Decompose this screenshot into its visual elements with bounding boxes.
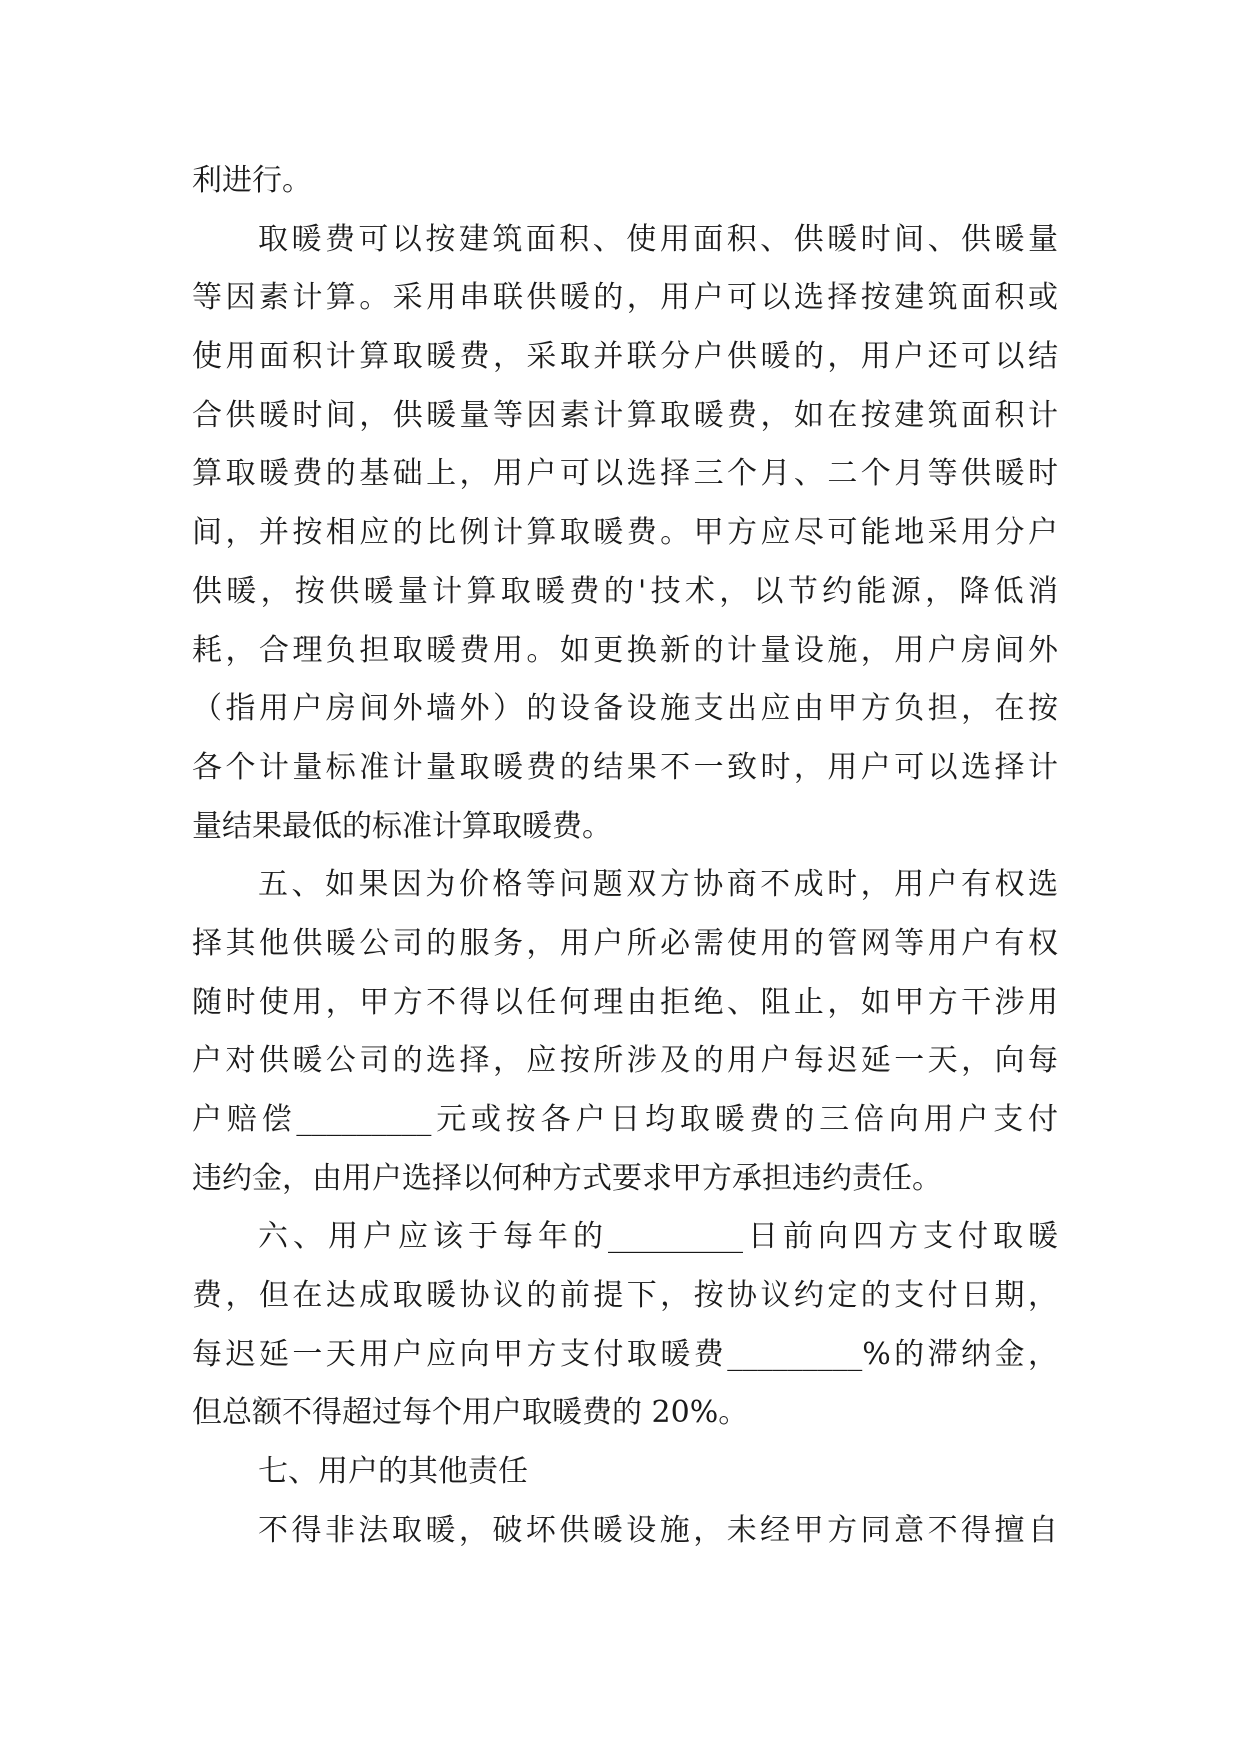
text-line: 择其他供暖公司的服务，用户所必需使用的管网等用户有权	[192, 925, 1058, 961]
text-line: 违约金，由用户选择以何种方式要求甲方承担违约责任。	[192, 1160, 942, 1196]
document-body	[192, 152, 1058, 1561]
text-line: （指用户房间外墙外）的设备设施支出应由甲方负担，在按	[192, 691, 1058, 727]
text-line: 等因素计算。采用串联供暖的，用户可以选择按建筑面积或	[192, 280, 1058, 316]
text-line: 但总额不得超过每个用户取暖费的 20%。	[192, 1395, 749, 1431]
text-line: 七、用户的其他责任	[258, 1454, 528, 1490]
text-line: 五、如果因为价格等问题双方协商不成时，用户有权选	[258, 867, 1058, 903]
text-line: 每迟延一天用户应向甲方支付取暖费_________%的滞纳金，	[192, 1336, 1058, 1372]
text-line: 使用面积计算取暖费，采取并联分户供暖的，用户还可以结	[192, 339, 1058, 375]
text-line: 利进行。	[192, 163, 312, 198]
text-line: 量结果最低的标准计算取暖费。	[192, 808, 612, 844]
text-line: 户对供暖公司的选择，应按所涉及的用户每迟延一天，向每	[192, 1043, 1058, 1079]
text-line: 取暖费可以按建筑面积、使用面积、供暖时间、供暖量	[258, 221, 1058, 257]
text-line: 供暖，按供暖量计算取暖费的'技术，以节约能源，降低消	[192, 573, 1058, 609]
text-line: 算取暖费的基础上，用户可以选择三个月、二个月等供暖时	[192, 456, 1058, 492]
text-line: 户赔偿_________元或按各户日均取暖费的三倍向用户支付	[192, 1102, 1058, 1137]
text-line: 费，但在达成取暖协议的前提下，按协议约定的支付日期，	[192, 1278, 1058, 1314]
text-line: 合供暖时间，供暖量等因素计算取暖费，如在按建筑面积计	[192, 397, 1058, 433]
text-line: 各个计量标准计量取暖费的结果不一致时，用户可以选择计	[192, 749, 1058, 785]
text-line: 随时使用，甲方不得以任何理由拒绝、阻止，如甲方干涉用	[192, 984, 1058, 1020]
text-line: 耗，合理负担取暖费用。如更换新的计量设施，用户房间外	[192, 632, 1058, 668]
text-line: 不得非法取暖，破坏供暖设施，未经甲方同意不得擅自	[258, 1512, 1058, 1548]
text-line: 间，并按相应的比例计算取暖费。甲方应尽可能地采用分户	[192, 515, 1058, 551]
text-line: 六、用户应该于每年的_________日前向四方支付取暖	[258, 1219, 1058, 1255]
